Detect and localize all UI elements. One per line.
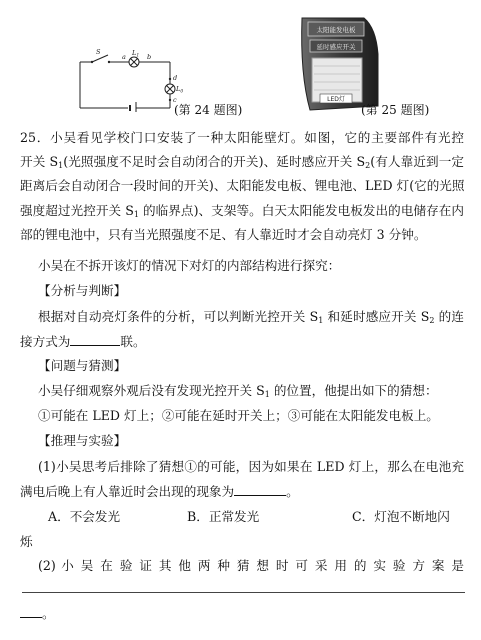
answer-blank-connection[interactable] — [70, 333, 120, 346]
label-lamp-l1: $L_1$ — [132, 49, 140, 59]
q25-line-1: 25．小吴看见学校门口安装了一种太阳能壁灯。如图，它的主要部件有光控 — [20, 130, 464, 145]
answer-blank-tail[interactable] — [20, 605, 42, 618]
q25-line-11: (1)小吴思考后排除了猜想①的可能，因为如果在 LED 灯上，那么在电池充 — [38, 459, 464, 474]
panel-top-label: 太阳能发电板 — [316, 26, 356, 34]
q25-line-10: ①可能在 LED 灯上；②可能在延时开关上；③可能在太阳能发电板上。 — [38, 408, 439, 423]
q25-line-6: 小吴在不拆开该灯的情况下对灯的内部结构进行探究： — [38, 258, 341, 273]
label-lamp-l0: $L_0$ — [176, 85, 184, 95]
q25-line-5: 部的锂电池中，只有当光照强度不足、有人靠近时才会自动亮灯 3 分钟。 — [20, 227, 427, 242]
q25-line-12-text: 满电后晚上有人靠近时会出现的现象为 — [20, 484, 235, 499]
q25-line-14 — [20, 605, 464, 622]
option-a[interactable]: A．不会发光 — [48, 509, 121, 524]
answer-line[interactable] — [22, 592, 465, 593]
figure-caption-24: (第 24 题图) — [174, 103, 243, 117]
q25-line-8-end: 联。 — [120, 334, 146, 349]
q25-line-2: 开关 $S_1$(光照强度不足时会自动闭合的开关)、延时感应开关 $S_2$(有人靠近到一定 — [20, 154, 464, 170]
led-label: LED灯 — [327, 96, 345, 103]
label-point-d: d — [173, 74, 178, 82]
q25-line-3: 距离后会自动闭合一段时间的开关)、太阳能发电板、锂电池、LED 灯(它的光照 — [20, 178, 464, 193]
option-c-continuation: 烁 — [20, 534, 33, 549]
q25-line-12-end: 。 — [286, 484, 299, 499]
option-b[interactable]: B．正常发光 — [187, 509, 260, 524]
panel-mid-label: 延时感应开关 — [316, 43, 356, 51]
heading-hypothesis: 【问题与猜测】 — [38, 358, 127, 373]
heading-analysis: 【分析与判断】 — [38, 283, 127, 298]
heading-reasoning: 【推理与实验】 — [38, 433, 127, 448]
label-point-a: a — [122, 53, 126, 61]
q25-line-7: 根据对自动亮灯条件的分析，可以判断光控开关 $S_1$ 和延时感应开关 $S_2$ 的连 — [38, 309, 464, 325]
q25-line-4: 强度超过光控开关 $S_1$ 的临界点)、支架等。白天太阳能发电板发出的电储存在内 — [20, 203, 464, 219]
q25-line-8-text: 接方式为 — [20, 334, 71, 349]
label-point-b: b — [147, 53, 152, 61]
label-switch-s: S — [96, 48, 101, 56]
q25-line-9: 小吴仔细观察外观后没有发现光控开关 $S_1$ 的位置，他提出如下的猜想： — [38, 383, 438, 399]
label-point-c: c — [173, 96, 177, 104]
q25-line-8 — [20, 333, 464, 350]
option-c[interactable]: C．灯泡不断地闪 — [352, 509, 450, 524]
figure-caption-25: (第 25 题图) — [361, 103, 430, 117]
q25-line-14-end: 。 — [42, 606, 55, 621]
q25-line-12 — [20, 483, 464, 500]
solar-lamp-illustration-fig25 — [294, 14, 384, 114]
answer-blank-phenomenon[interactable] — [234, 483, 286, 496]
q25-line-13: (2) 小 吴 在 验 证 其 他 两 种 猜 想 时 可 采 用 的 实 验 方 案 是 — [38, 558, 464, 573]
